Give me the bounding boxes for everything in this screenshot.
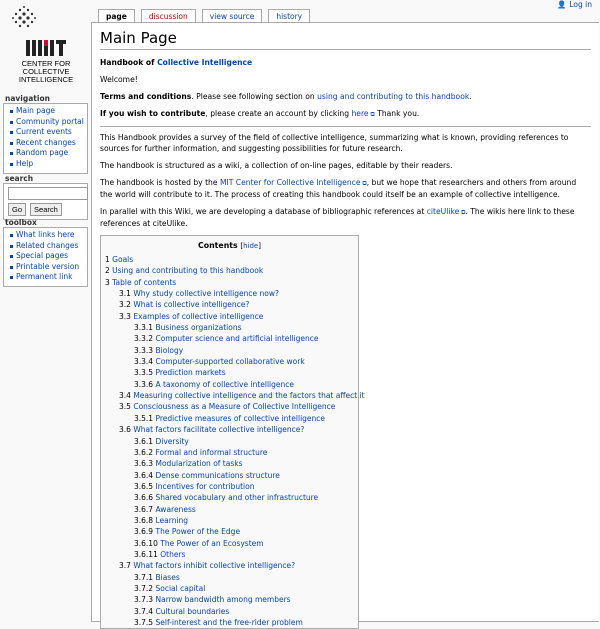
toolbox-item-what-links-here[interactable]: What links here <box>16 230 87 241</box>
toc-entry[interactable]: 3.6.9 The Power of the Edge <box>134 527 241 537</box>
sidebar-item-current-events[interactable]: Current events <box>16 127 87 138</box>
sidebar-item-recent-changes[interactable]: Recent changes <box>16 138 87 149</box>
toc-entry[interactable]: 3.5 Consciousness as a Measure of Collective Intelligence <box>119 402 336 412</box>
citeulike-paragraph: In parallel with this Wiki, we are developing a database of bibliographic references at citeUlike ⧉ . The wikis here link to these references at citeUlike. <box>100 206 591 229</box>
svg-text:COLLECTIVE: COLLECTIVE <box>22 67 70 76</box>
sidebar-item-help[interactable]: Help <box>16 159 87 170</box>
navigation-portlet <box>3 94 88 174</box>
intro-paragraph: This Handbook provides a survey of the field of collective intelligence, summarizing what is known, providing references to sources for further information, and suggesting possibilities for future research. <box>100 133 569 153</box>
toc-entry[interactable]: 3.3.3 Biology <box>134 345 184 355</box>
tab-page[interactable]: page <box>98 9 135 23</box>
handbook-line: Handbook of Collective Intelligence <box>100 58 253 67</box>
welcome-text: Welcome! <box>100 75 138 84</box>
divider <box>100 126 591 127</box>
table-of-contents <box>100 235 365 629</box>
toc-entry[interactable]: 2 Using and contributing to this handbook <box>105 266 264 276</box>
content-area <box>91 22 599 627</box>
toc-entry[interactable]: 3.6.3 Modularization of tasks <box>134 459 243 469</box>
toolbox-heading: toolbox <box>5 218 37 227</box>
search-heading: search <box>5 174 34 183</box>
svg-text:INTELLIGENCE: INTELLIGENCE <box>18 75 74 84</box>
toc-entry[interactable]: 3.7.1 Biases <box>134 572 180 582</box>
toc-entry[interactable]: 3.6.8 Learning <box>134 515 189 525</box>
toc-entry[interactable]: 3.3.6 A taxonomy of collective intelligence <box>134 379 295 389</box>
page-tabs <box>98 9 316 23</box>
site-logo[interactable] <box>4 4 88 90</box>
personal-tools <box>557 0 592 9</box>
svg-text:CENTER FOR: CENTER FOR <box>21 59 71 68</box>
search-input[interactable] <box>8 187 88 200</box>
toc-entry[interactable]: 3.6 What factors facilitate collective intelligence? <box>119 425 305 435</box>
tab-history[interactable]: history <box>268 9 310 23</box>
toc-entry[interactable]: 3.6.7 Awareness <box>134 504 196 514</box>
hosting-paragraph: The handbook is hosted by the MIT Center for Collective Intelligence ⧉ , but we hope that researchers and others from around the world will contribute to it. The process of creating this handbook could itself be an example of collective intelligence. <box>100 177 591 200</box>
wiki-paragraph: The handbook is structured as a wiki, a collection of on-line pages, editable by their readers. <box>100 161 453 170</box>
sidebar-item-main-page[interactable]: Main page <box>16 106 87 117</box>
citeulike-link[interactable]: citeUlike ⧉ <box>427 207 466 216</box>
toc-entry[interactable]: 3.6.6 Shared vocabulary and other infrastructure <box>134 493 319 503</box>
toc-entry[interactable]: 3.7.5 Self-interest and the free-rider problem <box>134 618 303 627</box>
page-title: Main Page <box>100 29 591 50</box>
sidebar-item-community-portal[interactable]: Community portal <box>16 117 87 128</box>
mit-cci-link[interactable]: MIT Center for Collective Intelligence ⧉ <box>220 178 367 187</box>
navigation-heading: navigation <box>5 94 50 103</box>
using-contributing-link[interactable]: using and contributing to this handbook <box>317 92 470 101</box>
search-button[interactable]: Search <box>30 203 62 216</box>
toc-entry[interactable]: 3.2 What is collective intelligence? <box>119 300 250 310</box>
toolbox-item-related-changes[interactable]: Related changes <box>16 241 87 252</box>
toc-entry[interactable]: 3.3 Examples of collective intelligence <box>119 311 264 321</box>
toc-entry[interactable]: 3 Table of contents <box>105 277 177 287</box>
search-portlet <box>3 174 88 220</box>
mit-cci-logo-icon <box>4 4 88 90</box>
toc-entry[interactable]: 3.6.5 Incentives for contribution <box>134 481 255 491</box>
toc-entry[interactable]: 3.7 What factors inhibit collective intelligence? <box>119 561 296 571</box>
toc-entry[interactable]: 3.5.1 Predictive measures of collective intelligence <box>134 413 326 423</box>
toc-entry[interactable]: 3.3.2 Computer science and artificial intelligence <box>134 334 319 344</box>
toc-entry[interactable]: 3.6.2 Formal and informal structure <box>134 447 268 457</box>
login-link[interactable]: Log in <box>569 0 592 9</box>
tab-discussion[interactable]: discussion <box>141 9 196 23</box>
toc-entry[interactable]: 3.6.4 Dense communications structure <box>134 470 280 480</box>
user-icon: 👤 <box>557 0 567 9</box>
sidebar-item-random-page[interactable]: Random page <box>16 148 87 159</box>
tab-view-source[interactable]: view source <box>202 9 263 23</box>
toc-list <box>105 254 365 628</box>
toc-entry[interactable]: 3.7.3 Narrow bandwidth among members <box>134 595 291 605</box>
collective-intelligence-link[interactable]: Collective Intelligence <box>157 58 253 67</box>
toc-hide-link[interactable]: hide <box>243 242 259 250</box>
create-account-link[interactable]: here ⧉ <box>351 109 374 118</box>
toc-entry[interactable]: 3.3.4 Computer-supported collaborative work <box>134 357 305 367</box>
toc-entry[interactable]: 3.6.10 The Power of an Ecosystem <box>134 538 264 548</box>
terms-line: Terms and conditions. Please see following section on using and contributing to this handbook. <box>100 92 472 101</box>
toc-entry[interactable]: 3.1 Why study collective intelligence now? <box>119 289 279 299</box>
toc-entry[interactable]: 3.3.1 Business organizations <box>134 323 242 333</box>
go-button[interactable]: Go <box>8 203 26 216</box>
toc-entry[interactable]: 3.4 Measuring collective intelligence and the factors that affect it <box>119 391 365 401</box>
toolbox-item-special-pages[interactable]: Special pages <box>16 251 87 262</box>
toc-entry[interactable]: 3.6.1 Diversity <box>134 436 189 446</box>
toolbox-portlet <box>3 218 88 287</box>
toc-entry[interactable]: 3.6.11 Others <box>134 549 186 559</box>
toolbox-item-printable-version[interactable]: Printable version <box>16 262 87 273</box>
contribute-line: If you wish to contribute, please create an account by clicking here ⧉ Thank you. <box>100 108 591 120</box>
toc-entry[interactable]: 3.7.4 Cultural boundaries <box>134 606 230 616</box>
toc-title: Contents [hide] <box>198 241 261 250</box>
toc-entry[interactable]: 1 Goals <box>105 255 134 264</box>
toc-entry[interactable]: 3.3.5 Prediction markets <box>134 368 226 378</box>
toc-entry[interactable]: 3.7.2 Social capital <box>134 583 206 593</box>
toolbox-item-permanent-link[interactable]: Permanent link <box>16 272 87 283</box>
